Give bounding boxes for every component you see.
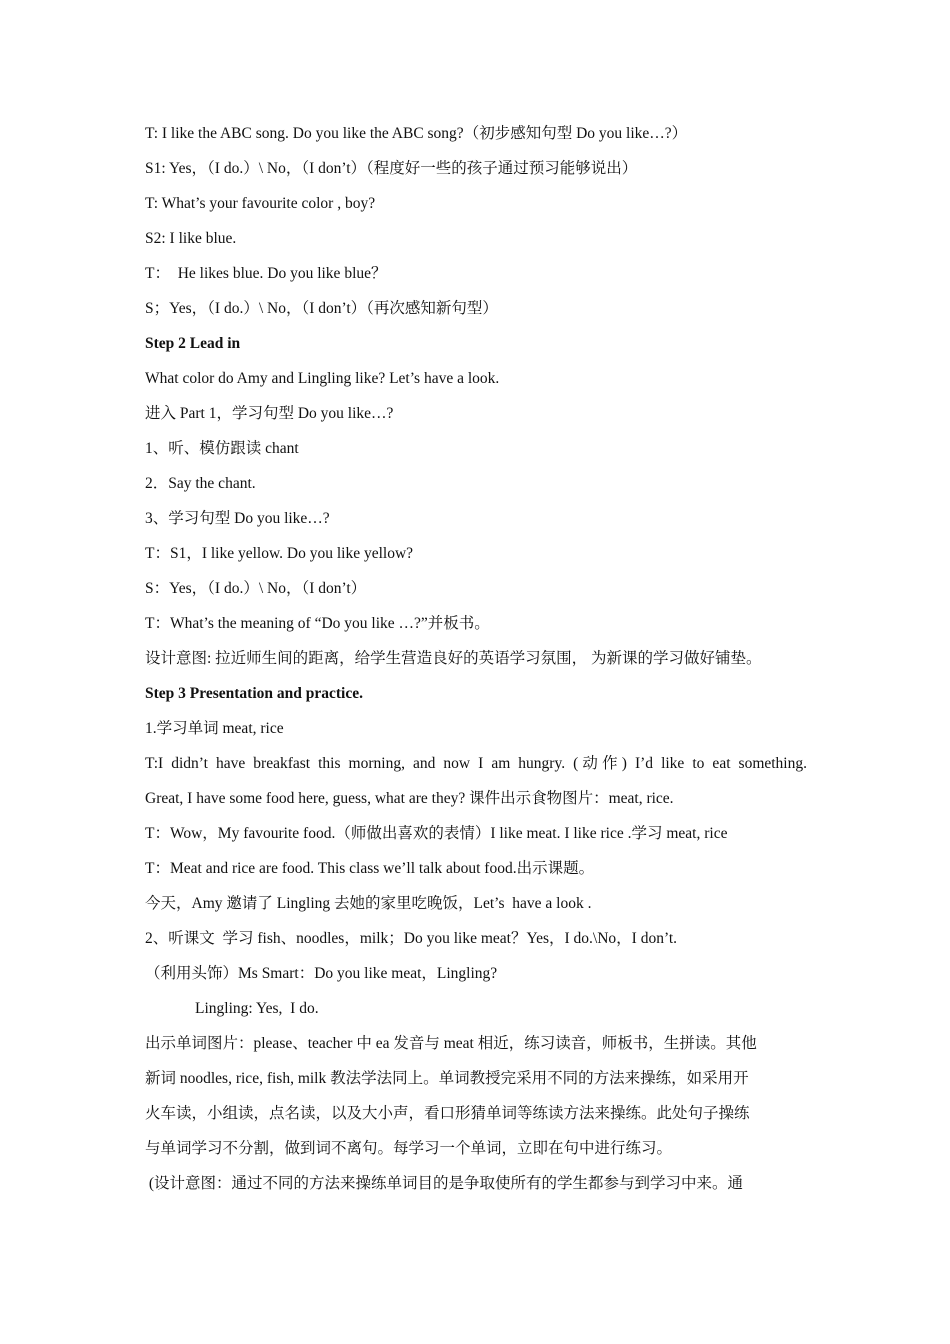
text-line: T:I didn’t have breakfast this morning, and now I am hungry. (动作) I’d like to eat something. bbox=[145, 755, 807, 772]
section-heading-step-2: Step 2 Lead in bbox=[145, 335, 241, 352]
list-item: 1.学习单词 meat, rice bbox=[145, 720, 284, 737]
dialogue-line: T： He likes blue. Do you like blue？ bbox=[145, 265, 387, 282]
text-line: 与单词学习不分割，做到词不离句。每学习一个单词，立即在句中进行练习。 bbox=[145, 1140, 673, 1157]
dialogue-line: （利用头饰）Ms Smart：Do you like meat，Lingling? bbox=[145, 965, 498, 982]
dialogue-line: S：Yes，（I do.）\ No，（I don’t） bbox=[145, 580, 367, 597]
dialogue-line: T: What’s your favourite color , boy? bbox=[145, 195, 376, 212]
dialogue-line: S2: I like blue. bbox=[145, 230, 237, 247]
text-line: 火车读，小组读，点名读，以及大小声，看口形猜单词等练读方法来操练。此处句子操练 bbox=[145, 1105, 750, 1122]
text-line: Great, I have some food here, guess, what are they? 课件出示食物图片：meat, rice. bbox=[145, 790, 674, 807]
dialogue-line: T: I like the ABC song. Do you like the ABC song?（初步感知句型 Do you like…?） bbox=[145, 125, 688, 142]
section-heading-step-3: Step 3 Presentation and practice. bbox=[145, 685, 363, 702]
lesson-plan-text bbox=[145, 116, 807, 1201]
text-line: 新词 noodles, rice, fish, milk 教法学法同上。单词教授完采用不同的方法来操练，如采用开 bbox=[145, 1070, 749, 1087]
dialogue-line: Lingling: Yes, I do. bbox=[195, 1000, 319, 1017]
list-item: 3、学习句型 Do you like…? bbox=[145, 510, 330, 527]
design-intent-note: 设计意图: 拉近师生间的距离，给学生营造良好的英语学习氛围， 为新课的学习做好铺垫。 bbox=[145, 650, 762, 667]
dialogue-line: T：Wow，My favourite food.（师做出喜欢的表情）I like meat. I like rice .学习 meat, rice bbox=[145, 825, 728, 842]
list-item: 1、听、模仿跟读 chant bbox=[145, 440, 299, 457]
design-intent-note: (设计意图：通过不同的方法来操练单词目的是争取使所有的学生都参与到学习中来。通 bbox=[145, 1175, 744, 1192]
text-line: What color do Amy and Lingling like? Let’s have a look. bbox=[145, 370, 500, 387]
dialogue-line: S1: Yes，（I do.）\ No，（I don’t）（程度好一些的孩子通过预习能够说出） bbox=[145, 160, 638, 177]
list-item: 2．Say the chant. bbox=[145, 475, 256, 492]
text-line: 出示单词图片：please、teacher 中 ea 发音与 meat 相近，练习读音，师板书，生拼读。其他 bbox=[145, 1035, 757, 1052]
dialogue-line: T：Meat and rice are food. This class we’ll talk about food.出示课题。 bbox=[145, 860, 595, 877]
dialogue-line: T：S1，I like yellow. Do you like yellow? bbox=[145, 545, 414, 562]
text-line: 今天，Amy 邀请了 Lingling 去她的家里吃晚饭，Let’s have a look . bbox=[145, 895, 592, 912]
dialogue-line: T：What’s the meaning of “Do you like …?”并板书。 bbox=[145, 615, 490, 632]
dialogue-line: S；Yes，（I do.）\ No，（I don’t）（再次感知新句型） bbox=[145, 300, 498, 317]
text-line: 进入 Part 1，学习句型 Do you like…? bbox=[145, 405, 394, 422]
list-item: 2、听课文 学习 fish、noodles，milk；Do you like meat？Yes，I do.\No，I don’t. bbox=[145, 930, 678, 947]
